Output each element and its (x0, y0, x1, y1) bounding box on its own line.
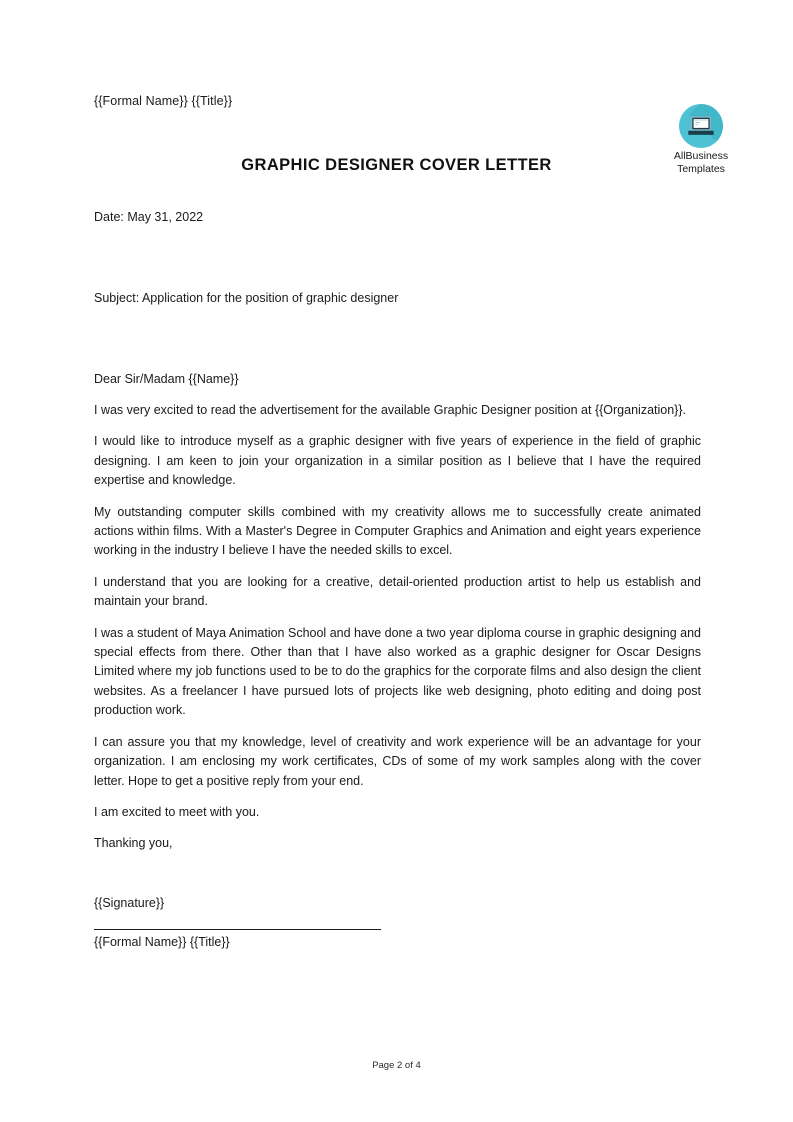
paragraph-1: I was very excited to read the advertisement for the available Graphic Designer position at {{Organization}}. (94, 403, 686, 417)
date-line: Date: May 31, 2022 (94, 210, 204, 224)
letter-body (94, 208, 701, 952)
paragraph-4: I understand that you are looking for a creative, detail-oriented production artist to help us establish and maintain your brand. (94, 574, 701, 609)
closing-meet-line: I am excited to meet with you. (94, 804, 260, 819)
paragraph-2: I would like to introduce myself as a graphic designer with five years of experience in the field of graphic designing. I am keen to join your organization in a similar position as I believe that I have the required expertise and knowledge. (94, 434, 701, 488)
logo-circle (679, 104, 723, 148)
salutation: Dear Sir/Madam {{Name}} (94, 372, 239, 386)
paragraph-6: I can assure you that my knowledge, level of creativity and work experience will be an advantage for your organization. I am enclosing my work certificates, CDs of some of my work samples along with the cover letter. Hope to get a positive reply from your end. (94, 734, 701, 788)
page-footer: Page 2 of 4 (372, 1060, 421, 1071)
logo-text-line2: Templates (677, 162, 725, 175)
header-recipient-line: {{Formal Name}} {{Title}} (94, 94, 233, 108)
closing-thanks-line: Thanking you, (94, 836, 173, 851)
logo-text-line1: AllBusiness (673, 150, 729, 162)
signature-placeholder: {{Signature}} (94, 895, 165, 910)
signature-rule (94, 929, 381, 930)
paragraph-5: I was a student of Maya Animation School and have done a two year diploma course in graphic designing and special effects from there. Other than that I have also worked as a graphic designer for Oscar Designs Limited where my job functions used to be to do the graphics for the corporate films and also design the client websites. As a freelancer I have pursued lots of projects like web designing, photo editing and doing post production work. (94, 625, 701, 718)
page-title-text: GRAPHIC DESIGNER COVER LETTER (241, 156, 552, 174)
subject-line: Subject: Application for the position of graphic designer (94, 291, 399, 305)
paragraph-3: My outstanding computer skills combined with my creativity allows me to successfully create animated actions within films. With a Master's Degree in Computer Graphics and Animation and eight years experience working in the industry I believe I have the needed skills to excel. (94, 504, 701, 558)
laptop-icon (687, 115, 715, 137)
signature-name-line: {{Formal Name}} {{Title}} (94, 934, 230, 949)
page-title (0, 156, 793, 175)
